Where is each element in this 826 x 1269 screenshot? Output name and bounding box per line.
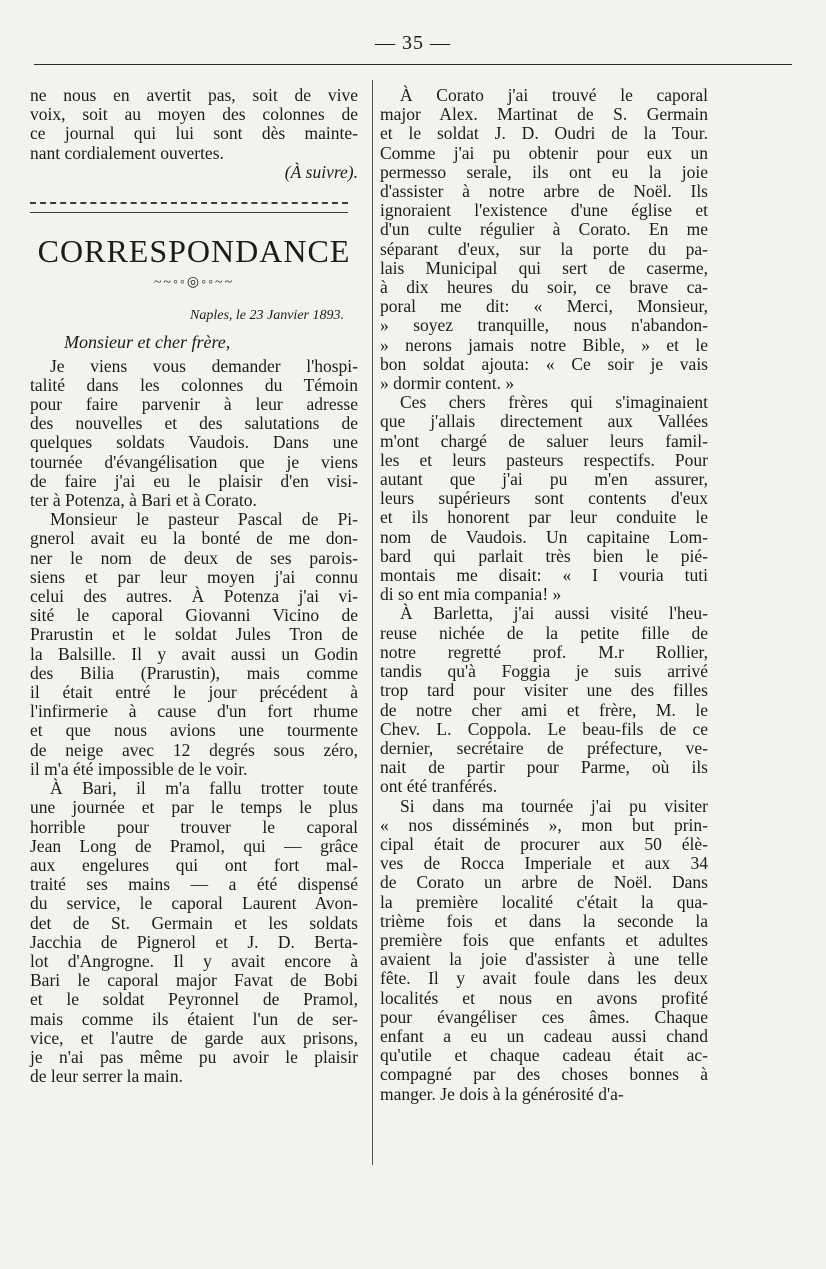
text-line: de notre cher ami et frère, M. le [380,699,708,720]
text-line: la Balsille. Il y avait aussi un Godin [30,643,358,664]
text-line: ner le nom de deux de ses parois- [30,547,358,568]
text-line: » dormir content. » [380,373,515,394]
text-line: une journée et par le temps le plus [30,797,358,818]
text-line: sité le caporal Giovanni Vicino de [30,605,358,626]
text-line: qu'utile et chaque cadeau était ac- [380,1045,708,1066]
text-line: bard qui parlait très bien le pié- [380,545,708,566]
text-line: d'assister à notre arbre de Noël. Ils [380,181,708,202]
paragraph [380,393,708,604]
text-line: m'ont chargé de saluer leurs famil- [380,430,708,451]
text-line: À Bari, il m'a fallu trotter toute [50,778,358,799]
text-line: de neige avec 12 degrés sous zéro, [30,739,358,760]
text-line: Jean Long de Pramol, qui — grâce [30,835,358,856]
text-line: des nouvelles et des salutations de [30,413,358,434]
text-line: nant cordialement ouvertes. [30,142,224,163]
text-line: ves de Rocca Imperiale et aux 34 [380,853,708,874]
text-line: montais me disait: « I vouria tuti [380,565,708,586]
text-line: cipal était de procurer aux 50 élè- [380,833,708,854]
right-paragraphs [380,86,708,1104]
text-line: traité ses mains — a été dispensé [30,874,358,895]
text-line: pour faire parvenir à leur adresse [30,394,358,415]
ornament-flourish: ~~◦◦◎◦◦~~ [153,275,235,291]
text-line: première fois que enfants et adultes [380,929,708,950]
text-line: trième fois et dans la seconde la [380,910,708,931]
text-line: des Bilia (Prarustin), mais comme [30,662,358,683]
paragraph [30,510,358,779]
text-line: quelques soldats Vaudois. Dans une [30,432,358,453]
text-line: je n'ai pas même pu avoir le plaisir [30,1046,358,1067]
text-line: » soyez tranquille, nous n'abandon- [380,315,708,336]
left-paragraphs [30,357,358,1087]
text-line: du service, le caporal Laurent Avon- [30,893,358,914]
text-line: celui des autres. À Potenza j'ai vi- [30,586,358,607]
text-line: À Corato j'ai trouvé le caporal [400,85,708,105]
text-line: notre regretté prof. M.r Rollier, [380,641,708,662]
text-line: fête. Il y avait foule dans les deux [380,968,708,989]
ornamental-rule [30,202,348,213]
text-line: ter à Potenza, à Bari et à Corato. [30,490,257,511]
text-line: aux engelures qui ont fort mal- [30,854,358,875]
column-divider [372,80,373,1165]
text-line: talité dans les colonnes du Témoin [30,374,358,395]
text-line: et ils honorent par leur conduite le [380,507,708,528]
text-line: enfant a eu un cadeau aussi chand [380,1025,708,1046]
page-number: — 35 — [375,32,451,54]
text-line: de Corato un arbre de Noël. Dans [380,872,708,893]
text-line: pour évangéliser ces âmes. Chaque [380,1006,708,1027]
text-line: ne nous en avertit pas, soit de vive [30,85,358,105]
paragraph [30,779,358,1086]
header-rule [34,64,792,65]
section-title: CORRESPONDANCE [37,233,351,270]
text-line: compagné par des choses bonnes à [380,1064,708,1085]
text-line: gnerol avait eu la bonté de me don- [30,528,358,549]
text-line: lais Municipal qui sert de caserme, [380,257,708,278]
text-line: bon soldat ajouta: « Ce soir je vais [380,353,708,374]
text-line: nait de partir pour Parme, où ils [380,757,708,778]
text-line: à dix heures du soir, ce brave ca- [380,277,708,298]
text-line: « nos disséminés », mon but prin- [380,814,708,835]
text-line: vice, et l'autre de garde aux prisons, [30,1027,358,1048]
text-line: d'un culte régulier à Corato. En me [380,219,708,240]
left-column [30,86,358,1086]
text-line: Comme j'ai pu obtenir pour eux un [380,142,708,163]
text-line: autant que j'ai pu m'en assurer, [380,469,708,490]
text-line: ignoraient l'existence d'une église et [380,200,708,221]
text-line: Jacchia de Pignerol et J. D. Berta- [30,931,358,952]
text-line: det de St. Germain et les soldats [30,912,358,933]
text-line: que j'allais directement aux Vallées [380,411,708,432]
salutation: Monsieur et cher frère, [64,332,231,353]
text-line: Si dans ma tournée j'ai pu visiter [400,795,708,816]
text-line: À Barletta, j'ai aussi visité l'heu- [400,603,708,624]
text-line: Prarustin et le soldat Jules Tron de [30,624,358,645]
text-line: la première localité c'était la qua- [380,891,708,912]
text-line: et que nous avions une tourmente [30,720,358,741]
text-line: séparant d'eux, sur la porte du pa- [380,238,708,259]
text-line: de faire j'ai eu le plaisir d'en visi- [30,470,358,491]
text-line: localités et nous en avons profité [380,987,708,1008]
paragraph [380,797,708,1104]
text-line: tournée d'évangélisation que je viens [30,451,358,472]
text-line: horrible pour trouver le caporal [30,816,358,837]
text-line: Chev. L. Coppola. Le beau-fils de ce [380,718,708,739]
text-line: poral me dit: « Merci, Monsieur, [380,296,708,317]
text-line: reuse nichée de la petite fille de [380,622,708,643]
text-line: di so ent mia compania! » [380,584,562,605]
text-line: trop tard pour visiter une des filles [380,680,708,701]
paragraph [380,86,708,393]
text-line: tandis qu'à Foggia je suis arrivé [380,661,708,682]
text-line: manger. Je dois à la générosité d'a- [380,1083,624,1104]
text-line: il était entré le jour précédent à [30,682,358,703]
text-line: major Alex. Martinat de S. Germain [380,104,708,125]
dateline: Naples, le 23 Janvier 1893. [190,308,344,324]
text-line: Bari le caporal major Favat de Bobi [30,970,358,991]
text-line: lot d'Angrogne. Il y avait encore à [30,950,358,971]
text-line: Monsieur le pasteur Pascal de Pi- [50,509,358,530]
continuation-paragraph [30,86,358,163]
text-line: et le soldat J. D. Oudri de la Tour. [380,123,708,144]
text-line: voix, soit au moyen des colonnes de [30,104,358,125]
text-line: » nerons jamais notre Bible, » et le [380,334,708,355]
text-line: de leur serrer la main. [30,1066,184,1087]
text-line: dernier, secrétaire de préfecture, ve- [380,737,708,758]
text-line: avaient la joie d'assister à une telle [380,949,708,970]
text-line: ce journal qui lui sont dès mainte- [30,123,358,144]
text-line: il m'a été impossible de le voir. [30,758,248,779]
text-line: ont été tranférés. [380,776,498,797]
text-line: mais comme ils étaient l'un de ser- [30,1008,358,1029]
text-line: nom de Vaudois. Un capitaine Lom- [380,526,708,547]
text-line: leurs supérieurs sont contents d'eux [380,488,708,509]
text-line: Je viens vous demander l'hospi- [50,355,358,376]
text-line: siens et par leur moyen j'ai connu [30,566,358,587]
text-line: les et leurs pasteurs respectifs. Pour [380,449,708,470]
paragraph [30,357,358,511]
text-line: permesso serale, ils ont eu la joie [380,161,708,182]
right-column [380,86,708,1104]
text-line: et le soldat Peyronnel de Pramol, [30,989,358,1010]
paragraph [380,604,708,796]
text-line: l'infirmerie à cause d'un fort rhume [30,701,358,722]
text-line: Ces chers frères qui s'imaginaient [400,392,708,413]
a-suivre: (À suivre). [284,161,358,182]
